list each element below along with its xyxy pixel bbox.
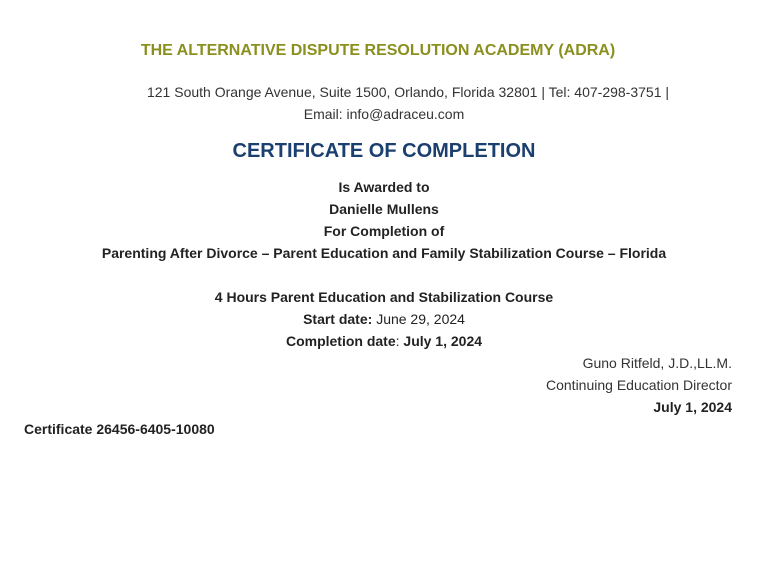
academy-email: Email: info@adraceu.com <box>303 106 465 122</box>
course-name: Parenting After Divorce – Parent Education and Family Stabilization Course – Florida <box>101 245 667 261</box>
signer-role: Continuing Education Director <box>546 377 732 393</box>
start-date-value: June 29, 2024 <box>376 311 465 327</box>
academy-address: 121 South Orange Avenue, Suite 1500, Orlando, Florida 32801 | Tel: 407-298-3751 | <box>146 84 670 100</box>
academy-name: THE ALTERNATIVE DISPUTE RESOLUTION ACADEMY (ADRA) <box>140 42 616 59</box>
signer-name: Guno Ritfeld, J.D.,LL.M. <box>582 355 732 371</box>
signature-date: July 1, 2024 <box>653 399 732 415</box>
completion-date <box>0 333 768 349</box>
certificate-title: CERTIFICATE OF COMPLETION <box>232 140 536 162</box>
start-date <box>0 311 768 327</box>
course-hours: 4 Hours Parent Education and Stabilization Course <box>214 289 554 305</box>
recipient-name: Danielle Mullens <box>329 201 439 217</box>
awarded-to-label: Is Awarded to <box>338 179 430 195</box>
completion-date-separator: : <box>395 333 404 349</box>
completion-date-value: July 1, 2024 <box>403 333 483 349</box>
for-completion-label: For Completion of <box>323 223 445 239</box>
start-date-label: Start date: <box>303 311 373 327</box>
completion-date-label: Completion date <box>285 333 396 349</box>
certificate-number: Certificate 26456-6405-10080 <box>24 421 215 437</box>
